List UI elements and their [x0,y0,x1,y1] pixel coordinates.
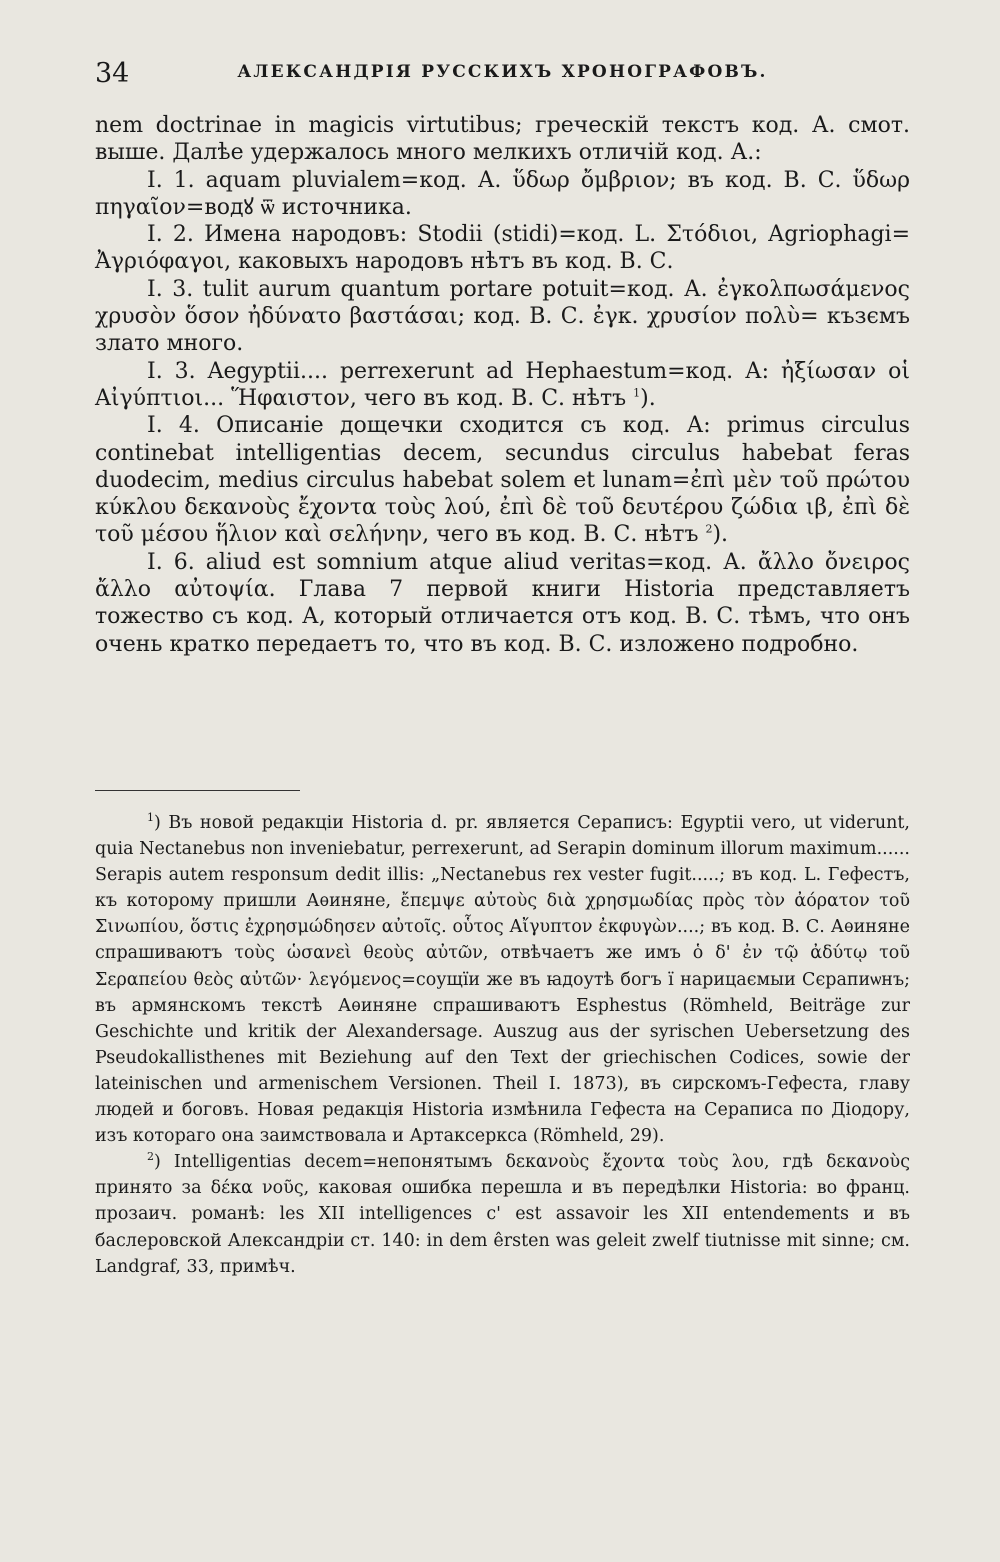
footnote-ref: 1 [633,386,641,400]
paragraph: I. 2. Имена народовъ: Stodii (stidi)=код. L. Στόδιοι, Agriophagi= Ἀγριόφαγοι, каковыхъ народовъ нѣтъ въ код. В. С. [95,222,910,275]
paragraph: nem doctrinae in magicis virtutibus; греческій текстъ код. А. смот. выше. Далѣе удержалось много мелкихъ отличій код. А.: [95,113,910,166]
main-text [95,112,910,658]
paragraph-text: I. 4. Описаніе дощечки сходится съ код. А: primus circulus continebat intelligentias decem, secundus circulus habebat feras duodecim, medius circulus habebat solem et lunam=ἐπὶ μὲν τοῦ πρώτου κύκλου δεκανοὺς ἔχοντα τοὺς λού, ἐπὶ δὲ τοῦ δευτέρου ζώδια ιβ, ἐπὶ δὲ τοῦ μέσου ἥλιον καὶ σελήνην, чего въ код. В. С. нѣтъ [95,413,910,548]
paragraph: I. 1. aquam pluvialem=код. А. ὕδωρ ὄμβριον; въ код. В. С. ὕδωρ πηγαῖον=водꙋ ѿ источника. [95,167,910,220]
paragraph-with-footnote-ref [95,412,910,548]
paragraph: I. 6. aliud est somnium atque aliud veritas=код. А. ἄλλο ὄνειρος ἄλλο αὐτοψία. Глава 7 первой книги Historia представляетъ тожество съ код. А, который отличается отъ код. В. С. тѣмъ, что онъ очень кратко передаетъ то, что въ код. В. С. изложено подробно. [95,549,910,657]
footnote [95,1149,910,1279]
paragraph-text: I. 3. Aegyptii.... perrexerunt ad Hephaestum=код. А: ἠξίωσαν οἱ Αἰγύπτιοι... Ἥφαιστον, чего въ код. В. С. нѣтъ [95,358,910,411]
page-number: 34 [95,58,130,89]
footnote-text: ) Intelligentias decem=непонятымъ δεκανοὺς ἔχοντα τοὺς λου, гдѣ δεκανοὺς принято за δέκα νοῦς, каковая ошибка перешла и въ передѣлки Historia: во франц. прозаич. романѣ: les XII intelligences c' est assavoir les XII entendements и въ баслеровской Александріи ст. 140: in dem êrsten was geleit zwelf tiutnisse mit sinne; см. Landgraf, 33, примѣч. [95,1152,910,1277]
footnote-ref: 2 [705,523,713,537]
footnote-mark: 2 [147,1150,154,1164]
paragraph-with-footnote-ref [95,358,910,413]
footnote-mark: 1 [147,811,154,825]
footnote-ref-tail: ). [640,385,656,411]
paragraph: I. 3. tulit aurum quantum portare potuit=код. А. ἐγκολπωσάμενος χρυσὸν ὅσον ἠδύνατο βαστάσαι; код. В. С. ἐγκ. χρυσίον πολὺ= къзємъ злато много. [95,276,910,357]
running-title: АЛЕКСАНДРІЯ РУССКИХЪ ХРОНОГРАФОВЪ. [237,62,768,82]
footnotes [95,810,910,1280]
footnote [95,810,910,1149]
page-header [95,58,910,92]
footnote-text: ) Въ новой редакціи Historia d. pr. является Сераписъ: Egyptii vero, ut viderunt, quia Nectanebus non inveniebatur, perrexerunt, ad Serapin dominum illorum maximum...... Serapis autem responsum dedit illis: „Nectanebus rex vester fugit.....; въ код. L. Гефестъ, къ которому пришли Аѳиняне, ἔπεμψε αὐτοὺς διὰ χρησμωδίας πρὸς τὸν ἀόρατον τοῦ Σινωπίου, ὅστις ἐχρησμώδησεν αὐτοῖς. οὗτος Αἴγυπτον ἐκφυγὼν....; въ код. В. С. Аѳиняне спрашиваютъ τοὺς ὡσανεὶ θεοὺς αὐτῶν, отвѣчаетъ же имъ ὁ δ' ἐν τῷ ἀδύτῳ τοῦ Σεραπείου θεὸς αὐτῶν· λεγόμενος=соущїи же въ ꙗдоутѣ богъ ї нарицаємыи Сєрапиѡнъ; въ армянскомъ текстѣ Аѳиняне спрашиваютъ Esphestus (Römheld, Beiträge zur Geschichte und kritik der Alexandersage. Auszug aus der syrischen Uebersetzung des Pseudokallisthenes mit Beziehung auf den Text der griechischen Codices, sowie der lateinischen und armenischem Versionen. Theil I. 1873), въ сирскомъ-Гефеста, главу людей и боговъ. Новая редакція Historia измѣнила Гефеста на Сераписа по Діодору, изъ котораго она заимствовала и Артаксеркса (Römheld, 29). [95,813,910,1147]
footnote-divider [95,790,300,791]
footnote-ref-tail: ). [712,522,729,548]
